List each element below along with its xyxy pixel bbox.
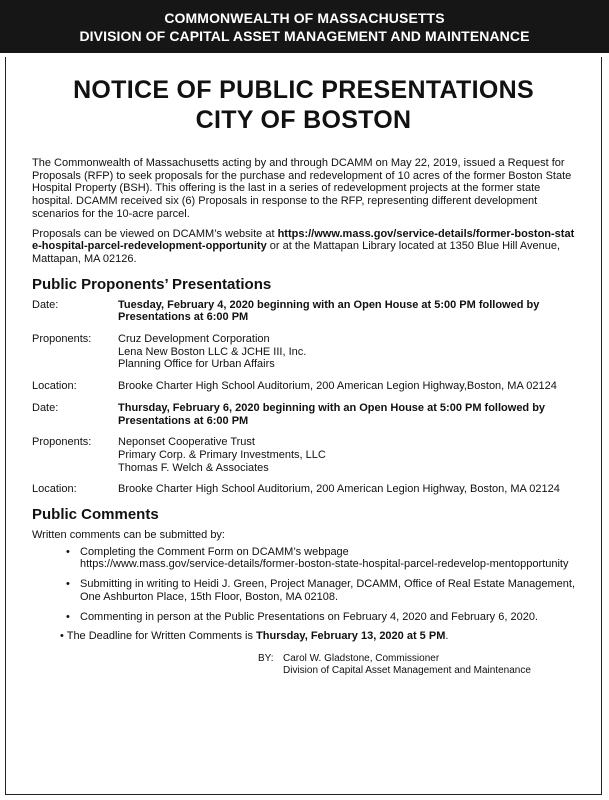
comments-heading: Public Comments xyxy=(32,506,159,524)
signature-block xyxy=(258,653,579,678)
bullet-icon: • xyxy=(66,610,70,623)
comment-form-link[interactable]: https://www.mass.gov/service-details/former-boston-state-hospital-parcel-redevelop-mentopportunity xyxy=(80,558,569,571)
header-line-1: COMMONWEALTH OF MASSACHUSETTS xyxy=(164,10,445,26)
list-item xyxy=(66,611,579,624)
signature-name: Carol W. Gladstone, Commissioner xyxy=(283,652,440,664)
comment-method-form: Completing the Comment Form on DCAMM’s webpage xyxy=(80,545,349,558)
date-label: Date: xyxy=(32,401,59,414)
proposals-link[interactable]: https://www.mass.gov/service-details/former-boston-state-hospital-parcel-redevelopment-opportunity xyxy=(32,227,575,253)
list-item xyxy=(66,546,579,571)
deadline-prefix: The Deadline for Written Comments is xyxy=(66,630,257,643)
bullet-icon: • xyxy=(60,630,64,643)
session-2-proponents-row xyxy=(32,436,579,474)
session-2-date-row xyxy=(32,402,579,427)
proposals-text-before: Proposals can be viewed on DCAMM’s website at xyxy=(32,227,278,240)
signature-lines xyxy=(283,653,531,678)
proponent-item: Lena New Boston LLC & JCHE III, Inc. xyxy=(118,345,307,358)
proponent-item: Planning Office for Urban Affairs xyxy=(118,358,275,371)
proponents-label: Proponents: xyxy=(32,333,92,346)
proposals-text-after: or at the Mattapan Library located at 1350 Blue Hill Avenue, Mattapan, MA 02126. xyxy=(32,240,561,265)
session-2-date: Thursday, February 6, 2020 beginning with an Open House at 5:00 PM followed by Presentations at 6:00 PM xyxy=(118,401,546,427)
session-1-location: Brooke Charter High School Auditorium, 200 American Legion Highway,Boston, MA 02124 xyxy=(118,380,557,393)
header-line-2: DIVISION OF CAPITAL ASSET MANAGEMENT AND MAINTENANCE xyxy=(79,28,530,44)
proponent-item: Cruz Development Corporation xyxy=(118,333,270,346)
proponent-item: Primary Corp. & Primary Investments, LLC xyxy=(118,448,326,461)
date-label: Date: xyxy=(32,298,59,311)
signature-by-label: BY: xyxy=(258,652,274,664)
proponent-item: Thomas F. Welch & Associates xyxy=(118,461,269,474)
session-2-location: Brooke Charter High School Auditorium, 200 American Legion Highway, Boston, MA 02124 xyxy=(118,483,560,496)
header-banner xyxy=(0,0,609,53)
title-line-1: NOTICE OF PUBLIC PRESENTATIONS xyxy=(73,76,534,104)
deadline-line xyxy=(60,630,579,643)
session-1-proponents xyxy=(118,333,579,371)
session-2-proponents xyxy=(118,436,579,474)
presentations-heading: Public Proponents’ Presentations xyxy=(32,275,272,293)
list-item xyxy=(66,578,579,603)
deadline-suffix: . xyxy=(445,630,449,643)
comments-list xyxy=(66,546,579,624)
session-1-date: Tuesday, February 4, 2020 beginning with an Open House at 5:00 PM followed by Presentations at 6:00 PM xyxy=(118,298,540,324)
deadline-date: Thursday, February 13, 2020 at 5 PM xyxy=(256,630,446,643)
bullet-icon: • xyxy=(66,545,70,558)
proponents-label: Proponents: xyxy=(32,436,92,449)
comment-method-mail: Submitting in writing to Heidi J. Green, Project Manager, DCAMM, Office of Real Estate Management, One Ashburton Place, 15th Floor, Boston, MA 02108. xyxy=(80,578,576,603)
session-1-date-row xyxy=(32,299,579,324)
location-label: Location: xyxy=(32,380,77,393)
notice-content xyxy=(6,157,601,678)
comments-intro: Written comments can be submitted by: xyxy=(32,529,225,542)
proponent-item: Neponset Cooperative Trust xyxy=(118,436,255,449)
proposals-paragraph xyxy=(32,228,579,266)
bullet-icon: • xyxy=(66,578,70,591)
comment-method-in-person: Commenting in person at the Public Presentations on February 4, 2020 and February 6, 2020. xyxy=(80,610,538,623)
signature-division: Division of Capital Asset Management and Maintenance xyxy=(283,665,531,677)
intro-paragraph: The Commonwealth of Massachusetts acting by and through DCAMM on May 22, 2019, issued a Request for Proposals (RFP) to seek proposals for the purchase and redevelopment of 10 acres of the former Boston State Hospital Property (BSH). This offering is the last in a series of redevelopment projects at the former state hospital. DCAMM received six (6) Proposals in response to the RFP, representing different development scenarios for the 10-acre parcel. xyxy=(32,157,572,220)
session-2-location-row xyxy=(32,483,579,496)
session-1-location-row xyxy=(32,380,579,393)
location-label: Location: xyxy=(32,483,77,496)
title-line-2: CITY OF BOSTON xyxy=(195,106,412,134)
notice-title xyxy=(6,75,601,135)
notice-frame xyxy=(5,57,602,795)
session-1-proponents-row xyxy=(32,333,579,371)
